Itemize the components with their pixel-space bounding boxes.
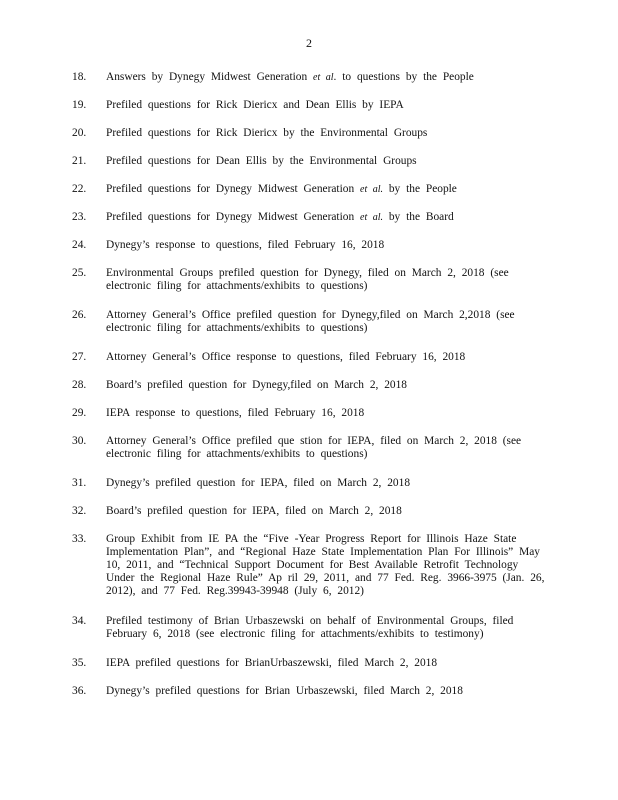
item-number: 28. <box>72 379 87 391</box>
item-text: IEPA prefiled questions for BrianUrbaszewski, filed March 2, 2018 <box>106 657 438 669</box>
item-number: 18. <box>72 71 87 83</box>
item-number: 22. <box>72 183 87 195</box>
item-text: Dynegy’s response to questions, filed February 16, 2018 <box>106 239 385 251</box>
item-text: Prefiled testimony of Brian Urbaszewski on behalf of Environmental Groups, filed February 6, 2018 (see electronic filing for attachments/exhibits to testimony) <box>106 615 514 640</box>
item-number: 32. <box>72 505 87 517</box>
item-text: Board’s prefiled question for Dynegy,filed on March 2, 2018 <box>106 379 408 391</box>
item-number: 19. <box>72 99 87 111</box>
item-text: Prefiled questions for Rick Diericx by the Environmental Groups <box>106 127 428 139</box>
item-number: 29. <box>72 407 87 419</box>
item-number: 30. <box>72 435 87 447</box>
page-number: 2 <box>306 36 312 50</box>
item-number: 26. <box>72 309 87 321</box>
item-text: Attorney General’s Office prefiled question for Dynegy,filed on March 2,2018 (see electronic filing for attachments/exhibits to questions) <box>106 309 515 334</box>
item-text: Attorney General’s Office response to questions, filed February 16, 2018 <box>106 351 466 363</box>
item-text: Board’s prefiled question for IEPA, filed on March 2, 2018 <box>106 505 402 517</box>
item-text: Dynegy’s prefiled question for IEPA, filed on March 2, 2018 <box>106 477 411 489</box>
item-number: 20. <box>72 127 87 139</box>
item-number: 34. <box>72 615 87 627</box>
item-text: Group Exhibit from IE PA the “Five -Year Progress Report for Illinois Haze State Implementation Plan”, and “Regional Haze State Implementation Plan For Illinois” May 10, 2011, and “Technical Support Document for Best Available Retrofit Technology Under the Regional Haze Rule” Ap ril 29, 2011, and 77 Fed. Reg. 3966-3975 (Jan. 26, 2012), and 77 Fed. Reg.39943-39948 (July 6, 2012) <box>106 533 545 597</box>
item-text: Prefiled questions for Rick Diericx and Dean Ellis by IEPA <box>106 99 404 111</box>
item-text: Prefiled questions for Dynegy Midwest Generation et al. by the Board <box>106 211 454 223</box>
item-text: Prefiled questions for Dean Ellis by the Environmental Groups <box>106 155 417 167</box>
item-text: Environmental Groups prefiled question for Dynegy, filed on March 2, 2018 (see electronic filing for attachments/exhibits to questions) <box>106 267 509 292</box>
item-number: 21. <box>72 155 87 167</box>
item-number: 33. <box>72 533 87 545</box>
item-number: 25. <box>72 267 87 279</box>
item-text: Attorney General’s Office prefiled que stion for IEPA, filed on March 2, 2018 (see electronic filing for attachments/exhibits to questions) <box>106 435 522 460</box>
item-text: IEPA response to questions, filed February 16, 2018 <box>106 407 365 419</box>
item-text: Prefiled questions for Dynegy Midwest Generation et al. by the People <box>106 183 457 195</box>
item-number: 27. <box>72 351 87 363</box>
item-text: Answers by Dynegy Midwest Generation et al. to questions by the People <box>106 71 474 83</box>
item-number: 31. <box>72 477 87 489</box>
item-number: 36. <box>72 685 87 697</box>
item-number: 24. <box>72 239 87 251</box>
item-number: 23. <box>72 211 87 223</box>
item-number: 35. <box>72 657 87 669</box>
item-text: Dynegy’s prefiled questions for Brian Urbaszewski, filed March 2, 2018 <box>106 685 463 697</box>
